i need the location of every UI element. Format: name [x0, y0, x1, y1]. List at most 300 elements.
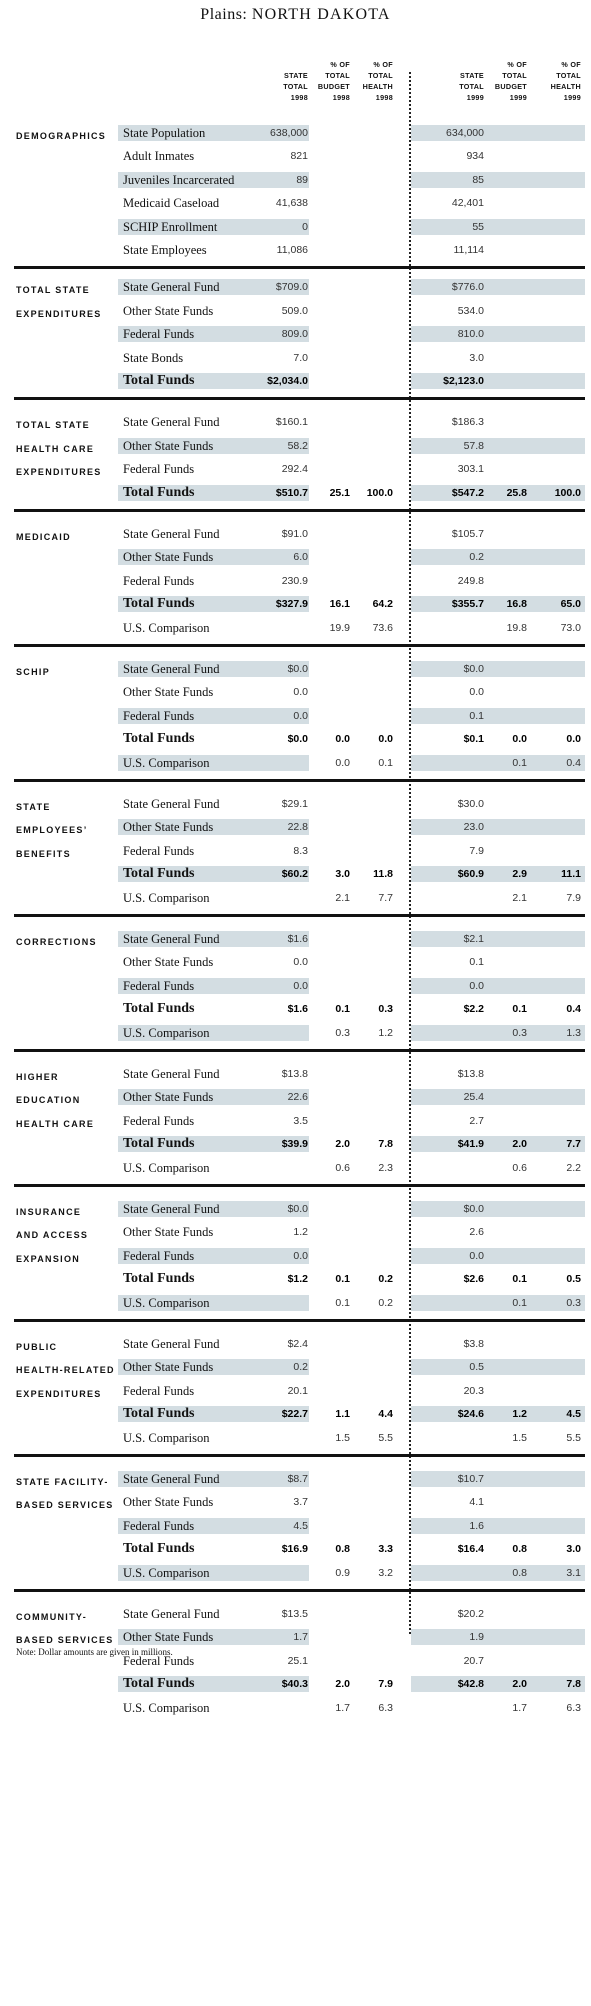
cell-value: 25.4: [463, 1091, 484, 1104]
row-label: Total Funds: [123, 1001, 195, 1017]
cell-value: 11,086: [276, 244, 308, 256]
cell-value: 0.0: [566, 733, 581, 746]
section-label-line: COMMUNITY-: [16, 1612, 87, 1622]
cell-value: $0.0: [463, 1203, 484, 1215]
column-header-line: STATE: [460, 71, 484, 80]
cell-value: 20.7: [463, 1654, 484, 1667]
cell-value: $0.1: [463, 733, 484, 746]
row-label: Other State Funds: [123, 955, 214, 970]
total-row: [0, 731, 591, 747]
section-label: [16, 931, 97, 954]
section-label: [16, 279, 102, 326]
cell-value: 0.6: [512, 1161, 527, 1174]
row-label: Juveniles Incarcerated: [123, 172, 235, 187]
cell-value: 1.2: [512, 1408, 527, 1421]
row-label: Other State Funds: [123, 303, 214, 318]
column-header-line: % OF: [507, 60, 527, 69]
cell-value: 1.2: [293, 1226, 308, 1239]
state-name: NORTH DAKOTA: [251, 6, 391, 23]
cell-value: 7.9: [566, 891, 581, 904]
total-row: [0, 1406, 591, 1422]
row-label: Total Funds: [123, 1541, 195, 1557]
section-label: [16, 1606, 114, 1653]
cell-value: 85: [472, 173, 484, 186]
table-row: [0, 242, 591, 258]
cell-value: 3.5: [293, 1114, 308, 1127]
cell-value: 0.0: [335, 756, 350, 769]
row-label: Total Funds: [123, 1271, 195, 1287]
table-row: [0, 708, 591, 724]
cell-value: $160.1: [275, 416, 308, 429]
section-label-line: EXPENDITURES: [16, 467, 102, 478]
section-label-line: INSURANCE: [16, 1207, 82, 1217]
row-label: State Population: [123, 126, 206, 140]
cell-value: 22.6: [287, 1091, 308, 1104]
row-label: Other State Funds: [123, 1495, 214, 1510]
row-label: Total Funds: [123, 596, 195, 612]
cell-value: 0.1: [378, 756, 393, 769]
column-header-line: TOTAL: [502, 71, 527, 80]
cell-value: 0.2: [469, 551, 484, 564]
cell-value: 64.2: [372, 598, 393, 611]
row-label: U.S. Comparison: [123, 1160, 210, 1175]
section-label: [16, 796, 88, 866]
section-label: [16, 1471, 114, 1518]
section-label-line: PUBLIC: [16, 1342, 58, 1352]
table-row: [0, 219, 591, 235]
cell-value: 0.3: [512, 1026, 527, 1039]
cell-value: $60.2: [281, 868, 308, 881]
table-row: [0, 954, 591, 970]
column-header-line: TOTAL: [283, 82, 308, 91]
cell-value: $547.2: [451, 486, 484, 499]
cell-value: 2.7: [469, 1114, 484, 1127]
row-label: State General Fund: [123, 1202, 220, 1216]
row-label: Federal Funds: [123, 1653, 195, 1668]
cell-value: 2.0: [335, 1678, 350, 1691]
row-label: State General Fund: [123, 415, 220, 430]
cell-value: 16.8: [506, 598, 527, 611]
row-label: State General Fund: [123, 1067, 220, 1081]
cell-value: 230.9: [281, 574, 308, 587]
section-label-line: HEALTH CARE: [16, 1118, 95, 1129]
column-header-line: 1999: [466, 93, 484, 102]
cell-value: 25.8: [506, 486, 527, 499]
cell-value: 0.1: [469, 956, 484, 969]
section-label-line: BASED SERVICES: [16, 1635, 114, 1646]
row-label: State General Fund: [123, 1607, 220, 1621]
cell-value: 1.7: [335, 1701, 350, 1714]
table-row: [0, 1248, 591, 1264]
section-label-line: EDUCATION: [16, 1095, 81, 1106]
table-row: [0, 549, 591, 565]
cell-value: 11.8: [373, 868, 393, 881]
column-header-line: STATE: [284, 71, 308, 80]
cell-value: 3.1: [566, 1566, 581, 1579]
section-rule: [14, 644, 585, 647]
section-label-line: BENEFITS: [16, 848, 71, 859]
cell-value: 1.5: [512, 1431, 527, 1444]
row-label: U.S. Comparison: [123, 890, 210, 905]
section-rule: [14, 1319, 585, 1322]
column-header-line: BUDGET: [317, 82, 350, 91]
row-label: Total Funds: [123, 1676, 195, 1692]
section-label-line: HIGHER: [16, 1072, 59, 1082]
cell-value: $105.7: [451, 528, 484, 540]
cell-value: $20.2: [457, 1608, 484, 1620]
cell-value: 534.0: [457, 304, 484, 317]
cell-value: 5.5: [566, 1431, 581, 1444]
cell-value: 0.0: [293, 709, 308, 722]
row-label: Medicaid Caseload: [123, 196, 220, 211]
section-label: [16, 1201, 88, 1271]
cell-value: 3.3: [378, 1543, 393, 1556]
section-rule: [14, 1589, 585, 1592]
cell-value: 7.8: [566, 1678, 581, 1691]
section-label: [16, 414, 102, 484]
section-label-line: EXPANSION: [16, 1253, 81, 1264]
table-row: [0, 350, 591, 366]
table-row: [0, 796, 591, 812]
table-row: [0, 1700, 591, 1716]
row-label: State General Fund: [123, 1337, 220, 1351]
cell-value: 0: [302, 220, 308, 233]
row-label: Total Funds: [123, 484, 195, 500]
table-row: [0, 1295, 591, 1311]
column-header-line: BUDGET: [494, 82, 527, 91]
cell-value: 0.1: [512, 1003, 527, 1016]
row-label: U.S. Comparison: [123, 1565, 210, 1580]
cell-value: 0.1: [512, 1296, 527, 1309]
row-label: U.S. Comparison: [123, 1430, 210, 1445]
row-label: Other State Funds: [123, 1360, 214, 1375]
cell-value: 0.0: [469, 1249, 484, 1262]
cell-value: 2.0: [512, 1138, 527, 1151]
row-label: State Bonds: [123, 350, 184, 365]
row-label: Federal Funds: [123, 327, 195, 342]
row-label: Other State Funds: [123, 438, 214, 453]
row-label: Other State Funds: [123, 685, 214, 700]
column-header-line: TOTAL: [459, 82, 484, 91]
cell-value: 5.5: [378, 1431, 393, 1444]
column-header: [459, 70, 484, 103]
table-row: [0, 1518, 591, 1534]
cell-value: 25.1: [329, 486, 350, 499]
row-label: Other State Funds: [123, 1225, 214, 1240]
cell-value: $0.0: [287, 733, 308, 746]
column-header-line: % OF: [561, 60, 581, 69]
row-label: State General Fund: [123, 797, 220, 811]
column-header-line: HEALTH: [362, 82, 393, 91]
section-label: [16, 1066, 94, 1136]
table-row: [0, 890, 591, 906]
cell-value: 57.8: [463, 439, 484, 452]
cell-value: $39.9: [281, 1138, 308, 1151]
table-row: [0, 978, 591, 994]
row-label: Federal Funds: [123, 1518, 195, 1533]
cell-value: 89: [296, 173, 308, 186]
cell-value: 0.1: [512, 1273, 527, 1286]
section-label-line: TOTAL STATE: [16, 285, 90, 296]
total-row: [0, 1001, 591, 1017]
table-row: [0, 684, 591, 700]
column-header-line: 1999: [509, 93, 527, 102]
total-row: [0, 1541, 591, 1557]
cell-value: 0.4: [566, 1003, 581, 1016]
cell-value: 0.0: [335, 733, 350, 746]
cell-value: 3.0: [469, 351, 484, 364]
table-row: [0, 1430, 591, 1446]
table-row: [0, 1025, 591, 1041]
cell-value: 0.6: [335, 1161, 350, 1174]
table-row: [0, 1224, 591, 1240]
column-header-line: TOTAL: [556, 71, 581, 80]
row-label: U.S. Comparison: [123, 1700, 210, 1715]
cell-value: 0.2: [378, 1296, 393, 1309]
cell-value: 0.3: [378, 1003, 393, 1016]
cell-value: $13.8: [457, 1068, 484, 1080]
section-label-line: MEDICAID: [16, 532, 71, 542]
cell-value: 0.8: [512, 1543, 527, 1556]
cell-value: 58.2: [287, 439, 308, 452]
cell-value: $91.0: [281, 528, 308, 540]
row-label: Federal Funds: [123, 978, 195, 993]
cell-value: 809.0: [281, 328, 308, 341]
cell-value: $1.6: [287, 1003, 308, 1016]
row-label: Federal Funds: [123, 1248, 195, 1263]
cell-value: 2.0: [335, 1138, 350, 1151]
section-label-line: CORRECTIONS: [16, 937, 97, 947]
cell-value: 0.5: [566, 1273, 581, 1286]
section-label: [16, 1336, 115, 1406]
cell-value: 0.2: [293, 1361, 308, 1374]
table-row: [0, 573, 591, 589]
column-header-line: HEALTH: [550, 82, 581, 91]
page-title: [0, 6, 591, 24]
row-label: Total Funds: [123, 373, 195, 388]
cell-value: 11,114: [453, 244, 484, 256]
cell-value: 4.5: [566, 1408, 581, 1421]
cell-value: 0.8: [335, 1543, 350, 1556]
cell-value: 73.0: [560, 621, 581, 634]
cell-value: 0.0: [378, 733, 393, 746]
cell-value: 1.1: [335, 1408, 350, 1421]
cell-value: $2.1: [463, 933, 484, 945]
total-row: [0, 866, 591, 882]
table-row: [0, 172, 591, 188]
cell-value: $0.0: [463, 663, 484, 675]
row-label: Other State Funds: [123, 1630, 214, 1645]
section-rule: [14, 509, 585, 512]
cell-value: 0.0: [293, 1249, 308, 1262]
section-label-line: STATE FACILITY-: [16, 1477, 109, 1487]
cell-value: 11.1: [561, 868, 581, 881]
cell-value: 2.2: [566, 1161, 581, 1174]
cell-value: $22.7: [281, 1408, 308, 1421]
cell-value: 55: [472, 220, 484, 233]
cell-value: $186.3: [451, 416, 484, 429]
column-header-line: % OF: [330, 60, 350, 69]
cell-value: $30.0: [457, 798, 484, 810]
cell-value: 73.6: [372, 621, 393, 634]
cell-value: 7.7: [566, 1138, 581, 1151]
row-label: State General Fund: [123, 662, 220, 676]
column-header-line: % OF: [373, 60, 393, 69]
cell-value: $10.7: [457, 1473, 484, 1485]
row-label: State General Fund: [123, 280, 220, 295]
row-label: U.S. Comparison: [123, 1295, 210, 1310]
cell-value: 810.0: [457, 328, 484, 341]
cell-value: 0.0: [293, 979, 308, 992]
column-header-line: 1998: [375, 93, 393, 102]
column-header: [363, 59, 393, 103]
section-label-line: HEALTH-RELATED: [16, 1365, 115, 1376]
cell-value: $13.5: [281, 1608, 308, 1620]
cell-value: 100.0: [554, 486, 581, 499]
row-label: Other State Funds: [123, 1090, 214, 1105]
column-header-line: TOTAL: [368, 71, 393, 80]
cell-value: $2.4: [287, 1338, 308, 1350]
column-header: [283, 70, 308, 103]
row-label: Federal Funds: [123, 1113, 195, 1128]
cell-value: 3.0: [335, 868, 350, 881]
cell-value: 16.1: [329, 598, 350, 611]
section-label-line: STATE: [16, 802, 51, 812]
cell-value: 7.7: [378, 891, 393, 904]
cell-value: 249.8: [457, 574, 484, 587]
section-rule: [14, 1049, 585, 1052]
section-label-line: EXPENDITURES: [16, 1388, 102, 1399]
cell-value: 0.2: [378, 1273, 393, 1286]
total-row: [0, 596, 591, 612]
cell-value: 20.3: [463, 1384, 484, 1397]
region-name: Plains:: [200, 6, 248, 23]
cell-value: 1.2: [378, 1026, 393, 1039]
table-row: [0, 1160, 591, 1176]
total-row: [0, 1676, 591, 1692]
cell-value: 0.5: [469, 1361, 484, 1374]
cell-value: $8.7: [287, 1473, 308, 1485]
cell-value: $1.2: [287, 1273, 308, 1286]
cell-value: 821: [290, 150, 308, 163]
cell-value: 42,401: [451, 197, 484, 210]
row-label: Total Funds: [123, 1136, 195, 1152]
cell-value: 19.8: [506, 621, 527, 634]
cell-value: 0.4: [566, 756, 581, 769]
cell-value: $16.9: [281, 1543, 308, 1556]
cell-value: 4.4: [378, 1408, 393, 1421]
section-label-line: TOTAL STATE: [16, 420, 90, 431]
cell-value: 0.1: [512, 756, 527, 769]
table-row: [0, 1565, 591, 1581]
table-row: [0, 326, 591, 342]
cell-value: 2.3: [378, 1161, 393, 1174]
table-row: [0, 195, 591, 211]
row-label: State General Fund: [123, 1472, 220, 1486]
section-label: [16, 526, 71, 549]
cell-value: 2.1: [512, 891, 527, 904]
row-label: U.S. Comparison: [123, 1025, 210, 1040]
cell-value: 2.9: [512, 868, 527, 881]
row-label: Adult Inmates: [123, 149, 195, 164]
cell-value: 6.0: [293, 551, 308, 564]
row-label: Total Funds: [123, 866, 195, 882]
row-label: Other State Funds: [123, 550, 214, 565]
cell-value: $16.4: [457, 1543, 484, 1556]
section-label: [16, 125, 106, 148]
cell-value: $40.3: [281, 1678, 308, 1691]
cell-value: 19.9: [329, 621, 350, 634]
cell-value: 0.8: [512, 1566, 527, 1579]
table-row: [0, 148, 591, 164]
cell-value: $42.8: [457, 1678, 484, 1691]
cell-value: 4.5: [293, 1519, 308, 1532]
column-header-line: 1998: [332, 93, 350, 102]
cell-value: 0.0: [512, 733, 527, 746]
cell-value: 934: [466, 150, 484, 163]
column-header: [318, 59, 350, 103]
cell-value: $2,034.0: [267, 375, 308, 387]
cell-value: 1.7: [293, 1631, 308, 1644]
row-label: Federal Funds: [123, 843, 195, 858]
cell-value: 0.1: [335, 1296, 350, 1309]
cell-value: $13.8: [281, 1068, 308, 1080]
cell-value: 0.1: [335, 1273, 350, 1286]
table-row: [0, 819, 591, 835]
section-label-line: EXPENDITURES: [16, 308, 102, 319]
cell-value: 65.0: [560, 598, 581, 611]
cell-value: 6.3: [378, 1701, 393, 1714]
section-label-line: HEALTH CARE: [16, 443, 95, 454]
row-label: U.S. Comparison: [123, 755, 210, 770]
cell-value: 20.1: [287, 1384, 308, 1397]
total-row: [0, 485, 591, 501]
cell-value: $41.9: [457, 1138, 484, 1151]
table-row: [0, 755, 591, 771]
cell-value: 7.9: [378, 1678, 393, 1691]
cell-value: 3.0: [566, 1543, 581, 1556]
column-header-line: 1999: [563, 93, 581, 102]
cell-value: 41,638: [275, 197, 308, 210]
total-row: [0, 1271, 591, 1287]
column-header: [495, 59, 527, 103]
cell-value: 509.0: [281, 304, 308, 317]
row-label: Total Funds: [123, 731, 195, 747]
column-header: [551, 59, 581, 103]
cell-value: 0.0: [469, 686, 484, 699]
cell-value: $709.0: [275, 281, 308, 294]
section-label-line: BASED SERVICES: [16, 1500, 114, 1511]
cell-value: $2.6: [463, 1273, 484, 1286]
cell-value: 1.6: [469, 1519, 484, 1532]
cell-value: $3.8: [463, 1338, 484, 1350]
total-row: [0, 1136, 591, 1152]
table-row: [0, 526, 591, 542]
total-row: [0, 373, 591, 389]
column-header-line: 1998: [290, 93, 308, 102]
table-row: [0, 1201, 591, 1217]
cell-value: 3.7: [293, 1496, 308, 1509]
cell-value: 2.0: [512, 1678, 527, 1691]
section-rule: [14, 266, 585, 269]
cell-value: 7.8: [378, 1138, 393, 1151]
row-label: State General Fund: [123, 932, 220, 946]
cell-value: 638,000: [270, 127, 308, 139]
cell-value: 3.2: [378, 1566, 393, 1579]
table-row: [0, 843, 591, 859]
row-label: Federal Funds: [123, 573, 195, 588]
cell-value: 0.0: [293, 956, 308, 969]
